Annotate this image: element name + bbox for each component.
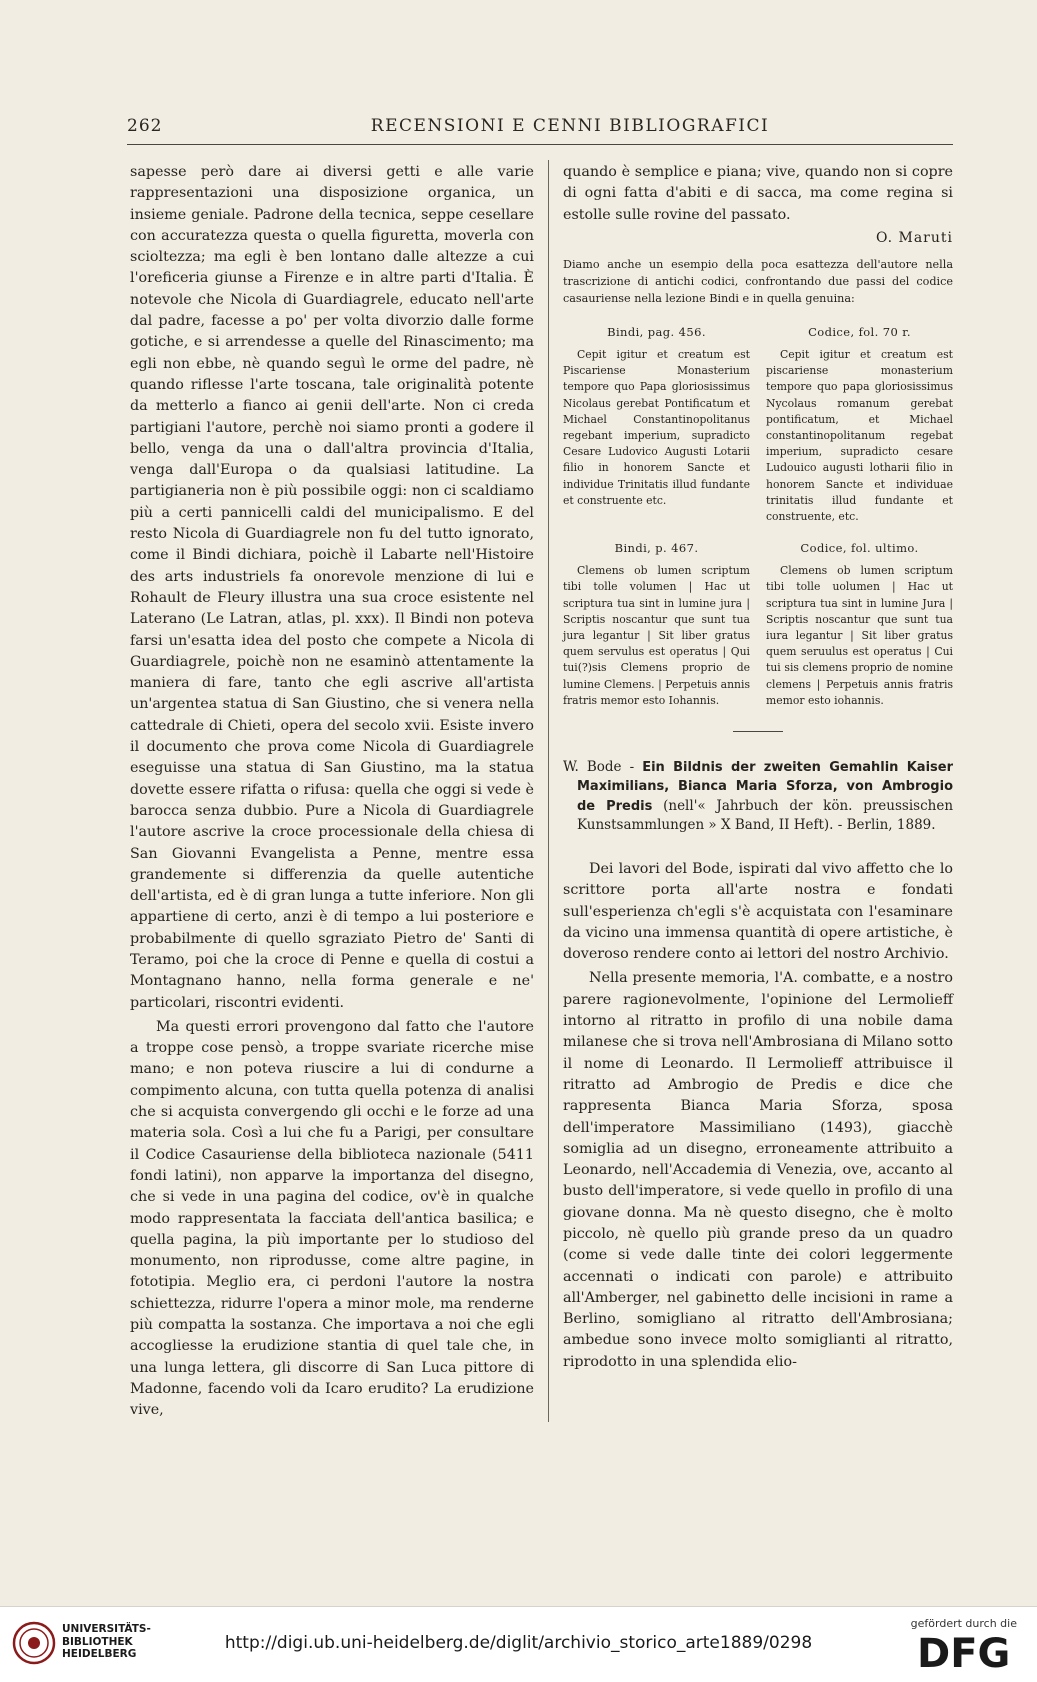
left-paragraph: Ma questi errori provengono dal fatto che l'autore a troppe cose pensò, a troppe svariate ricerche mise mano; e non poteva riuscire a lui di condurne a compimento alcuna, con tutta quella potenza di analisi che si acquista convergendo gli occhi e le forze ad una materia sola. Così a lui che fu a Parigi, per consultare il Codice Casauriense della biblioteca nazionale (5411 fondi latini), non apparve la importanza del disegno, che si vede in una pagina del codice, ov'è in qualche modo rappresentata la facciata dell'antica basilica; e quella pagina, la più importante per lo studioso del monumento, non riprodusse, come altre pagine, in fototipia. Meglio era, ci perdoni l'autore la nostra schiettezza, ridurre l'opera a minor mole, ma renderne più compatta la sostanza. Che importava a noi che egli accogliesse la erudizione stantia di quel tale che, in una lunga lettera, gli discorre di San Luca pittore di Madonne, facendo voli da Icaro erudito? La erudizione vive,: [130, 1018, 534, 1419]
running-title: RECENSIONI E CENNI BIBLIOGRAFICI: [370, 116, 770, 136]
comparison-heading: Codice, fol. ultimo.: [800, 541, 919, 556]
comparison-heading: Bindi, p. 467.: [614, 541, 699, 556]
funding-text: gefördert durch die: [910, 1617, 1017, 1630]
comparison-text: Clemens ob lumen scriptum tibi tolle volumen | Hac ut scriptura tua sint in lumine jura | Scriptis noscantur que sunt tua jura legantur | Sit liber gratus quem servulus est operatus | Qui tui(?)sis Clemens proprio de lumine Clemens. | Perpetuis annis fratris memor esto Iohannis.: [563, 564, 750, 707]
left-column: [130, 162, 534, 1422]
comparison-heading: Bindi, pag. 456.: [607, 324, 706, 339]
continuation-paragraph: quando è semplice e piana; vive, quando non si copre di ogni fatta d'abiti e di sacca, ma come regina si estolle sulle rovine del passato.: [563, 164, 953, 223]
column-divider: [548, 160, 549, 1422]
page-number: 262: [127, 116, 163, 136]
editor-note: Diamo anche un esempio della poca esattezza dell'autore nella trascrizione di antichi codici, confrontando due passi del codice casauriense nella lezione Bindi e in quella genuina:: [563, 257, 953, 305]
comparison-text: Clemens ob lumen scriptum tibi tolle uolumen | Hac ut scriptura tua sint in lumine Jura | Scriptis noscantur que sunt tua iura legantur | Sit liber gratus quem seruulus est operatus | Cui tui sis clemens proprio de nomine clemens | Perpetuis annis fratris memor esto iohannis.: [766, 564, 953, 707]
section-divider: [733, 731, 783, 732]
right-column: [563, 162, 953, 1373]
comparison-block: [563, 535, 953, 719]
header-rule: [127, 144, 953, 145]
review-signature: O. Maruti: [875, 229, 953, 246]
right-paragraph: Dei lavori del Bode, ispirati dal vivo affetto che lo scrittore porta all'arte nostra e fondati sull'esperienza ch'egli s'è acquistata con l'esaminare da vicino una immensa quantità di opere artistiche, è doveroso rendere conto ai lettori del nostro Archivio.: [563, 860, 953, 963]
page-header: [127, 112, 953, 142]
comparison-block: [563, 319, 953, 535]
right-paragraph: Nella presente memoria, l'A. combatte, e a nostro parere ragionevolmente, l'opinione del Lermolieff intorno al ritratto in profilo di una nobile dama milanese che si trova nell'Ambrosiana di Milano sotto il nome di Leonardo. Il Lermolieff attribuisce il ritratto ad Ambrogio de Predis e dice che rappresenta Bianca Maria Sforza, sposa dell'imperatore Massimiliano (1493), giacchè somiglia ad un disegno, erroneamente attribuito a Leonardo, nell'Accademia di Venezia, ove, accanto al busto dell'imperatore, si vede quello in profilo di una giovane donna. Ma nè questo disegno, che è molto piccolo, nè quello più grande preso da un quadro (come si vede dalle tinte dei colori leggermente accennati o indicati con parole) e attribuito all'Amberger, nel gabinetto delle incisioni in rame a Berlino, somigliano al ritratto dell'Ambrosiana; ambedue sono invece molto somiglianti al ritratto, riprodotto in una splendida elio-: [563, 970, 953, 1370]
comparison-text: Cepit igitur et creatum est piscariense monasterium tempore quo papa gloriosissimus Nycolaus romanum gerebat pontificatum, et Michael constantinopolitanum regebat imperium, supradicto cesare Ludouico augusti lotharii filio in honorem Sancte et individuae trinitatis illud fundante et construente, etc.: [766, 347, 953, 523]
review-heading: W. Bode - Ein Bildnis der zweiten Gemahlin Kaiser Maximilians, Bianca Maria Sforza, von Ambrogio de Predis (nell'« Jahrbuch der kön. preussischen Kunstsammlungen » X Band, II Heft). - Berlin, 1889.: [563, 758, 954, 834]
dfg-logo-icon: [917, 1633, 1017, 1671]
review-source: (nell'« Jahrbuch der kön. preussischen Kunstsammlungen » X Band, II Heft). - Berlin, 1889.: [577, 797, 954, 834]
comparison-heading: Codice, fol. 70 r.: [808, 324, 911, 339]
institution-name: UNIVERSITÄTS- BIBLIOTHEK HEIDELBERG: [62, 1623, 151, 1660]
viewer-footer: [0, 1606, 1037, 1682]
left-paragraph: sapesse però dare ai diversi getti e alle varie rappresentazioni una disposizione organica, un insieme geniale. Padrone della tecnica, seppe cesellare con accuratezza questa o quella figuretta, moverla con scioltezza; ma egli è ben lontano dalle altezze a cui l'oreficeria giunse a Firenze e in altre parti d'Italia. È notevole che Nicola di Guardiagrele, educato nell'arte dal padre, facesse a po' per volta divorzio dalle forme gotiche, e si arrendesse a quelle del Rinascimento; ma egli non ebbe, nè quando seguì le orme del padre, nè quando riflesse l'arte toscana, tale originalità potente da metterlo a fianco ai genii dell'arte. Non ci creda partigiani l'autore, perchè noi siamo pronti a godere il bello, venga da una o dall'altra provincia d'Italia, venga dall'Europa o da qualsiasi latitudine. La partigianeria non è più possibile oggi: non ci scaldiamo più a certi pannicelli caldi del municipalismo. E del resto Nicola di Guardiagrele non fu del tutto ignorato, come il Bindi dichiara, poichè il Labarte nell'Histoire des arts industriels fa onorevole menzione di lui e Rohault de Fleury illustra una sua croce esistente nel Laterano (Le Latran, atlas, pl. xxx). Il Bindi non poteva farsi un'esatta idea del posto che compete a Nicola di Guardiagrele, poichè non ne esaminò attentamente la maniera di fare, tanto che egli ascrive all'artista un'argentea statua di San Giustino, che si venera nella cattedrale di Chieti, opera del secolo xvii. Esiste invero il documento che prova come Nicola di Guardiagrele eseguisse una statua di San Giustino, ma la statua dovette essere rifatta o rifusa: quella che oggi si vede è barocca senza dubbio. Pure a Nicola di Guardiagrele l'autore ascrive la croce processionale della chiesa di San Giovanni Evangelista a Penne, mentre essa grandemente si differenzia da quelle autentiche dell'artista, ed è di gran lunga a tutte inferiore. Non gli appartiene di certo, anzi è di tempo a lui posteriore e probabilmente di quello sgraziato Pietro de' Santi di Teramo, poi che la croce di Penne e quella di costui a Montagnano hanno, nella forma generale e ne' particolari, riscontri evidenti.: [130, 164, 534, 1011]
review-title: Ein Bildnis der zweiten Gemahlin Kaiser Maximilians, Bianca Maria Sforza, von Ambrogio de Predis: [577, 759, 953, 814]
dfg-logo-text: DFG: [917, 1633, 1011, 1671]
comparison-text: Cepit igitur et creatum est Piscariense Monasterium tempore quo Papa gloriosissimus Nicolaus gerebat Pontificatum et Michael Constantinopolitanus regebant imperium, supradicto Cesare Ludovico Augusti Lotarii filio in honorem Sancte et individue Trinitatis illud fundante et construente etc.: [563, 347, 750, 507]
permalink[interactable]: http://digi.ub.uni-heidelberg.de/diglit/archivio_storico_arte1889/0298: [224, 1633, 813, 1653]
review-author: W. Bode: [563, 758, 622, 775]
